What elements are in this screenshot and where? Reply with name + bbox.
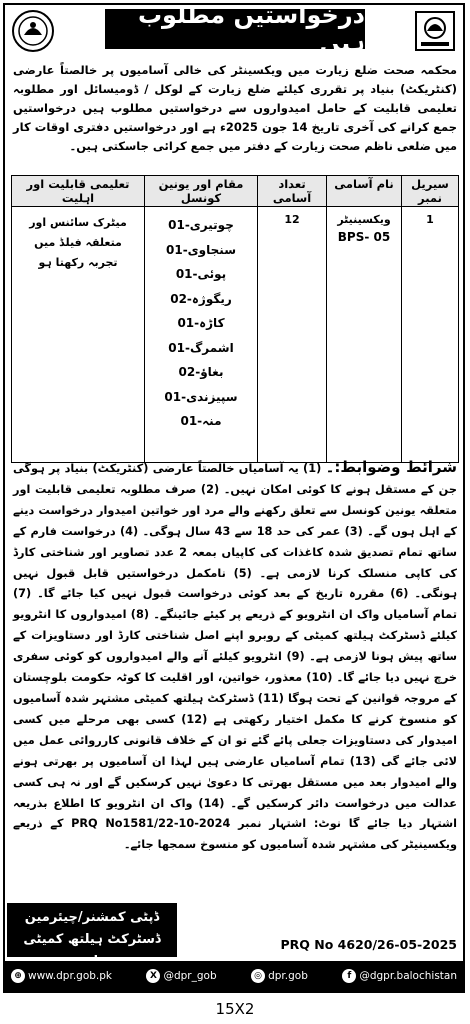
ad-size-label: 15X2: [215, 1000, 255, 1018]
facebook-icon: f: [342, 969, 356, 983]
page-title: درخواستیں مطلوب ہیں: [105, 9, 365, 49]
station-item: سپیزندی-01: [164, 389, 238, 404]
advertisement: [3, 3, 465, 993]
cell-post: [327, 207, 402, 463]
col-serial: سیریل نمبر: [402, 176, 459, 207]
facebook-text: @dgpr.balochistan: [359, 970, 457, 982]
station-item: پوئی-01: [175, 267, 227, 281]
signatory-line2: ڈسٹرکٹ ہیلتھ کمیٹی: [23, 932, 161, 947]
signatory-box: [7, 903, 177, 957]
footer: [5, 961, 463, 991]
signatory-line1: ڈپٹی کمشنر/چیئرمین: [24, 910, 160, 925]
station-item: چوتیری-01: [168, 218, 234, 232]
station-item: کاڑہ-01: [177, 316, 225, 330]
dgpr-logo-icon: [413, 9, 457, 53]
header: [5, 5, 463, 57]
instagram-icon: ◎: [251, 969, 265, 983]
intro-paragraph: محکمہ صحت ضلع زیارت میں ویکسینٹر کی خالی آسامیوں پر خالصتاً عارضی (کنٹریکٹ) بنیاد پر تقرری کیلئے ضلع زیارت کے لوکل / ڈومیسائل اور مطلوبہ تعلیمی قابلیت کے حامل امیدواروں سے درخواستیں مطلوب ہیں درخواستیں جمع کرانے کی آخری تاریخ 14 جون 2025ء ہے اور درخواستیں دفتری اوقات کار میں ضلعی ناظم صحت زیارت کے دفتر میں جمع کرائی جاسکتی ہیں۔: [13, 63, 457, 153]
instagram-link[interactable]: [251, 969, 308, 983]
station-item: ریگوژہ-02: [170, 291, 232, 306]
terms-section: [13, 457, 457, 856]
prq-number: PRQ No 4620/26-05-2025: [280, 937, 457, 952]
globe-icon: ⊕: [11, 969, 25, 983]
cell-serial: 1: [402, 207, 459, 463]
station-item: سنجاوی-01: [166, 242, 236, 257]
x-icon: X: [146, 969, 160, 983]
post-name: ویکسینیٹر: [337, 213, 391, 226]
twitter-text: @dpr_gob: [163, 970, 217, 982]
post-scale: BPS- 05: [337, 230, 391, 244]
table-header-row: [12, 176, 459, 207]
cell-qualification: میٹرک سائنس اور متعلقہ فیلڈ میں تجربہ رکھتا ہو: [12, 207, 145, 463]
vacancy-table: [11, 175, 459, 463]
station-item: منہ-01: [180, 414, 222, 428]
cell-count: 12: [258, 207, 327, 463]
website-text: www.dpr.gob.pk: [28, 970, 112, 982]
cell-stations: [145, 207, 258, 463]
instagram-text: dpr.gob: [268, 970, 308, 982]
table-row: [12, 207, 459, 463]
facebook-link[interactable]: [342, 969, 457, 983]
col-count: تعداد آسامی: [258, 176, 327, 207]
col-post-name: نام آسامی: [327, 176, 402, 207]
website-link[interactable]: [11, 969, 112, 983]
col-qualification: تعلیمی قابلیت اور اہلیت: [12, 176, 145, 207]
col-station: مقام اور یونین کونسل: [145, 176, 258, 207]
terms-title: شرائط وضوابط:۔: [325, 458, 457, 476]
twitter-link[interactable]: [146, 969, 216, 983]
balochistan-emblem-icon: [11, 9, 55, 53]
station-item: بغاؤ-02: [178, 365, 224, 379]
terms-body: (1) یہ آسامیاں خالصتاً عارضی (کنٹریکٹ) بنیاد پر ہوگی جن کے مستقل ہونے کا کوئی امکان نہیں۔ (2) صرف مطلوبہ تعلیمی قابلیت اور متعلقہ یونین کونسل سے تعلق رکھنے والے مرد اور خواتین امیدوار درخواست دینے کے اہل ہوں گے۔ (3) عمر کی حد 18 سے 43 سال ہوگی۔ (4) درخواست فارم کے ساتھ تمام تصدیق شدہ کاغذات کی کاپیاں بمعہ 2 عدد تصاویر اور شناختی کارڈ کی کاپی منسلک کرنا لازمی ہے۔ (5) نامکمل درخواستیں قابل قبول نہیں ہونگی۔ (6) مقررہ تاریخ کے بعد کوئی درخواست قبول نہیں کیا جائے گا۔ (7) تمام آسامیاں واک ان انٹرویو کے ذریعے پر کیئے جائینگے۔ (8) امیدواروں کا انٹرویو کیلئے ڈسٹرکٹ ہیلتھ کمیٹی کے روبرو اپنے اصل شناختی کارڈ اور دستاویزات کے ساتھ پیش ہونا لازمی ہے۔ (9) انٹرویو کیلئے آنے والے امیدواروں کو کوئی سفری خرچ نہیں دیا جائے گا۔ (10) معذور، خواتین، اور اقلیت کا کوٹہ حکومت بلوچستان کے مروجہ قوانین کے تحت ہوگا (11) ڈسٹرکٹ ہیلتھ کمیٹی مشتہر شدہ آسامیوں کو منسوخ کرنے کا مکمل اختیار رکھتی ہے (12) کسی بھی مرحلے میں کسی امیدوار کی دستاویزات جعلی پائے گئے تو ان کے خلاف قانونی کارروائی عمل میں لائی جائے گی (13) تمام آسامیاں عارضی ہیں لہذا ان آسامیوں پر بھرتی ہونے والے امیدوار بعد میں مستقل بھرتی کا دعویٰ نہیں کرسکیں گے اور نہ ہی کسی عدالت میں درخواست دائر کرسکیں گے۔ (14) واک ان انٹرویو کا اطلاع بذریعہ اشتہار دیا جائے گا نوٹ: اشتہار نمبر PRQ No1581/22-10-2024 کے ذریعے ویکسینیٹر کی مشتہر شدہ آسامیوں کو منسوخ سمجھا جائے۔: [13, 462, 458, 852]
station-item: اشمرگ-01: [168, 340, 234, 355]
